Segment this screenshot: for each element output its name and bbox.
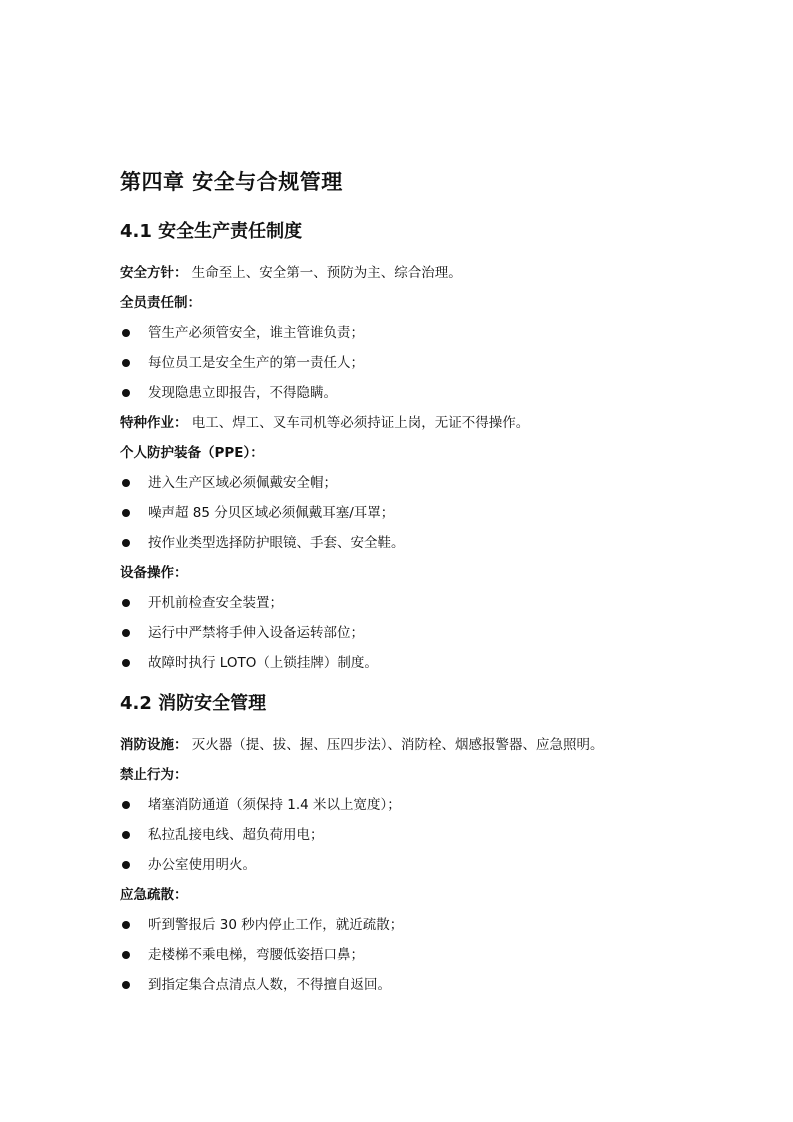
section-title-4-2: 4.2 消防安全管理 bbox=[120, 693, 267, 714]
list-item: 管生产必须管安全，谁主管谁负责； bbox=[120, 318, 720, 348]
bullet-icon bbox=[122, 659, 130, 667]
list-item: 噪声超 85 分贝区域必须佩戴耳塞/耳罩； bbox=[120, 498, 720, 528]
bullet-icon bbox=[122, 389, 130, 397]
safety-policy-line bbox=[120, 258, 720, 288]
list-item: 堵塞消防通道（须保持 1.4 米以上宽度）； bbox=[120, 790, 720, 820]
list-item: 每位员工是安全生产的第一责任人； bbox=[120, 348, 720, 378]
special-work-label: 特种作业： bbox=[120, 415, 188, 431]
section-title-4-1: 4.1 安全生产责任制度 bbox=[120, 221, 303, 242]
bullet-icon bbox=[122, 479, 130, 487]
fire-facilities-line bbox=[120, 730, 720, 760]
list-item: 走楼梯不乘电梯，弯腰低姿捂口鼻； bbox=[120, 940, 720, 970]
bullet-icon bbox=[122, 539, 130, 547]
bullet-icon bbox=[122, 951, 130, 959]
list-item: 开机前检查安全装置； bbox=[120, 588, 720, 618]
bullet-icon bbox=[122, 329, 130, 337]
evacuation-label: 应急疏散： bbox=[120, 887, 188, 903]
list-item: 故障时执行 LOTO（上锁挂牌）制度。 bbox=[120, 648, 720, 678]
list-item: 运行中严禁将手伸入设备运转部位； bbox=[120, 618, 720, 648]
safety-policy-text: 生命至上、安全第一、预防为主、综合治理。 bbox=[191, 265, 462, 281]
bullet-icon bbox=[122, 629, 130, 637]
document-page bbox=[120, 166, 720, 1000]
list-item: 私拉乱接电线、超负荷用电； bbox=[120, 820, 720, 850]
prohibited-label: 禁止行为： bbox=[120, 767, 188, 783]
list-item: 按作业类型选择防护眼镜、手套、安全鞋。 bbox=[120, 528, 720, 558]
bullet-icon bbox=[122, 861, 130, 869]
chapter-title: 第四章 安全与合规管理 bbox=[120, 170, 343, 194]
list-item: 发现隐患立即报告，不得隐瞒。 bbox=[120, 378, 720, 408]
list-item: 办公室使用明火。 bbox=[120, 850, 720, 880]
ppe-label: 个人防护装备（PPE）： bbox=[120, 445, 264, 461]
fire-facilities-label: 消防设施： bbox=[120, 737, 188, 753]
bullet-icon bbox=[122, 831, 130, 839]
safety-policy-label: 安全方针： bbox=[120, 265, 188, 281]
special-work-text: 电工、焊工、叉车司机等必须持证上岗，无证不得操作。 bbox=[191, 415, 530, 431]
bullet-icon bbox=[122, 801, 130, 809]
bullet-icon bbox=[122, 359, 130, 367]
fire-facilities-text: 灭火器（提、拔、握、压四步法）、消防栓、烟感报警器、应急照明。 bbox=[191, 737, 604, 753]
special-work-line bbox=[120, 408, 720, 438]
equipment-label: 设备操作： bbox=[120, 565, 188, 581]
bullet-icon bbox=[122, 599, 130, 607]
list-item: 到指定集合点清点人数，不得擅自返回。 bbox=[120, 970, 720, 1000]
bullet-icon bbox=[122, 921, 130, 929]
bullet-icon bbox=[122, 981, 130, 989]
list-item: 听到警报后 30 秒内停止工作，就近疏散； bbox=[120, 910, 720, 940]
responsibility-label: 全员责任制： bbox=[120, 295, 201, 311]
list-item: 进入生产区域必须佩戴安全帽； bbox=[120, 468, 720, 498]
bullet-icon bbox=[122, 509, 130, 517]
